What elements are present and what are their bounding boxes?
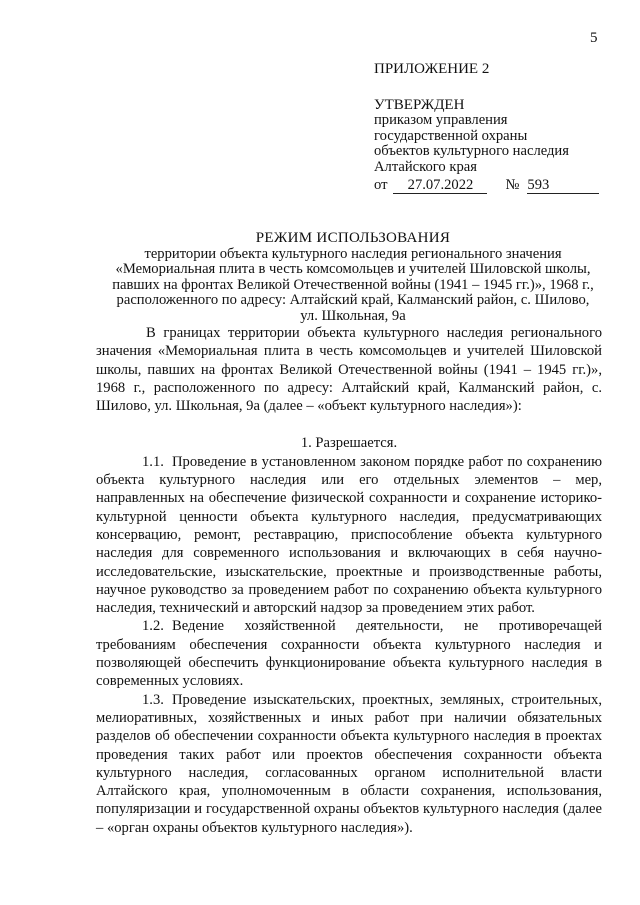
- order-number-label: №: [505, 177, 520, 193]
- intro-paragraph: В границах территории объекта культурного наследия регионального значения «Мемориальная плита в честь комсомольцев и учителей Шиловской школы, павших на фронтах Великой Отечественной войны (1941 – 1945 гг.)», 1968 г., расположенного по адресу: Алтайский край, Калманский район, с. Шилово, ул. Школьная, 9а (далее – «объект культурного наследия»):: [96, 325, 602, 415]
- document-body: [96, 324, 602, 837]
- approval-line: государственной охраны: [374, 127, 528, 144]
- approval-line: Алтайского края: [374, 158, 477, 175]
- order-number: 593: [527, 177, 599, 194]
- item-text: Ведение хозяйственной деятельности, не противоречащей требованиям обеспечения сохранности объекта культурного наследия и позволяющей обеспечить функционирование объекта культурного наследия в современных условиях.: [96, 618, 602, 690]
- page-number: 5: [590, 30, 598, 46]
- item-number: 1.3.: [142, 691, 164, 708]
- item-text: Проведение изыскательских, проектных, земляных, строительных, мелиоративных, хозяйственных и иных работ при наличии обязательных разделов об обеспечении сохранности объекта культурного наследия в проектах проведения таких работ или проектов обеспечения сохранности объекта культурного наследия, согласованных органом исполнительной власти Алтайского края, уполномоченным в области сохранения, использования, популяризации и государственной охраны объектов культурного наследия (далее – «орган охраны объектов культурного наследия»).: [96, 691, 602, 836]
- order-from-label: от: [374, 177, 388, 193]
- order-reference: [374, 177, 614, 194]
- document-subtitle: территории объекта культурного наследия регионального значения «Мемориальная плита в честь комсомольцев и учителей Шиловской школы, павших на фронтах Великой Отечественной войны (1941 – 1945 гг.)», 1968 г., расположенного по адресу: Алтайский край, Калманский район, с. Шилово, ул. Школьная, 9а: [112, 245, 594, 324]
- document-title: РЕЖИМ ИСПОЛЬЗОВАНИЯ: [255, 230, 451, 246]
- approval-line: приказом управления: [374, 112, 508, 128]
- approval-stamp: [374, 61, 614, 194]
- list-item: [96, 617, 602, 690]
- section-heading: 1. Разрешается.: [300, 435, 398, 452]
- item-text: Проведение в установленном законом порядке работ по сохранению объекта культурного наследия или его отдельных элементов – мер, направленных на обеспечение физической сохранности и сохранение историко-культурной ценности объекта культурного наследия, предусматривающих консервацию, ремонт, реставрацию, приспособление объекта культурного наследия для современного использования и включающих в себя научно-исследовательские, изыскательские, проектные и производственные работы, научное руководство за проведением работ по сохранению объекта культурного наследия, технический и авторский надзор за проведением этих работ.: [96, 453, 602, 617]
- appendix-label: ПРИЛОЖЕНИЕ 2: [374, 61, 490, 77]
- document-title-block: [96, 231, 610, 325]
- list-item: [96, 691, 602, 837]
- item-number: 1.2.: [142, 618, 164, 635]
- item-number: 1.1.: [142, 453, 164, 470]
- order-date: 27.07.2022: [393, 177, 487, 194]
- approved-label: УТВЕРЖДЕН: [374, 97, 465, 113]
- list-item: [96, 453, 602, 618]
- approval-line: объектов культурного наследия: [374, 143, 569, 159]
